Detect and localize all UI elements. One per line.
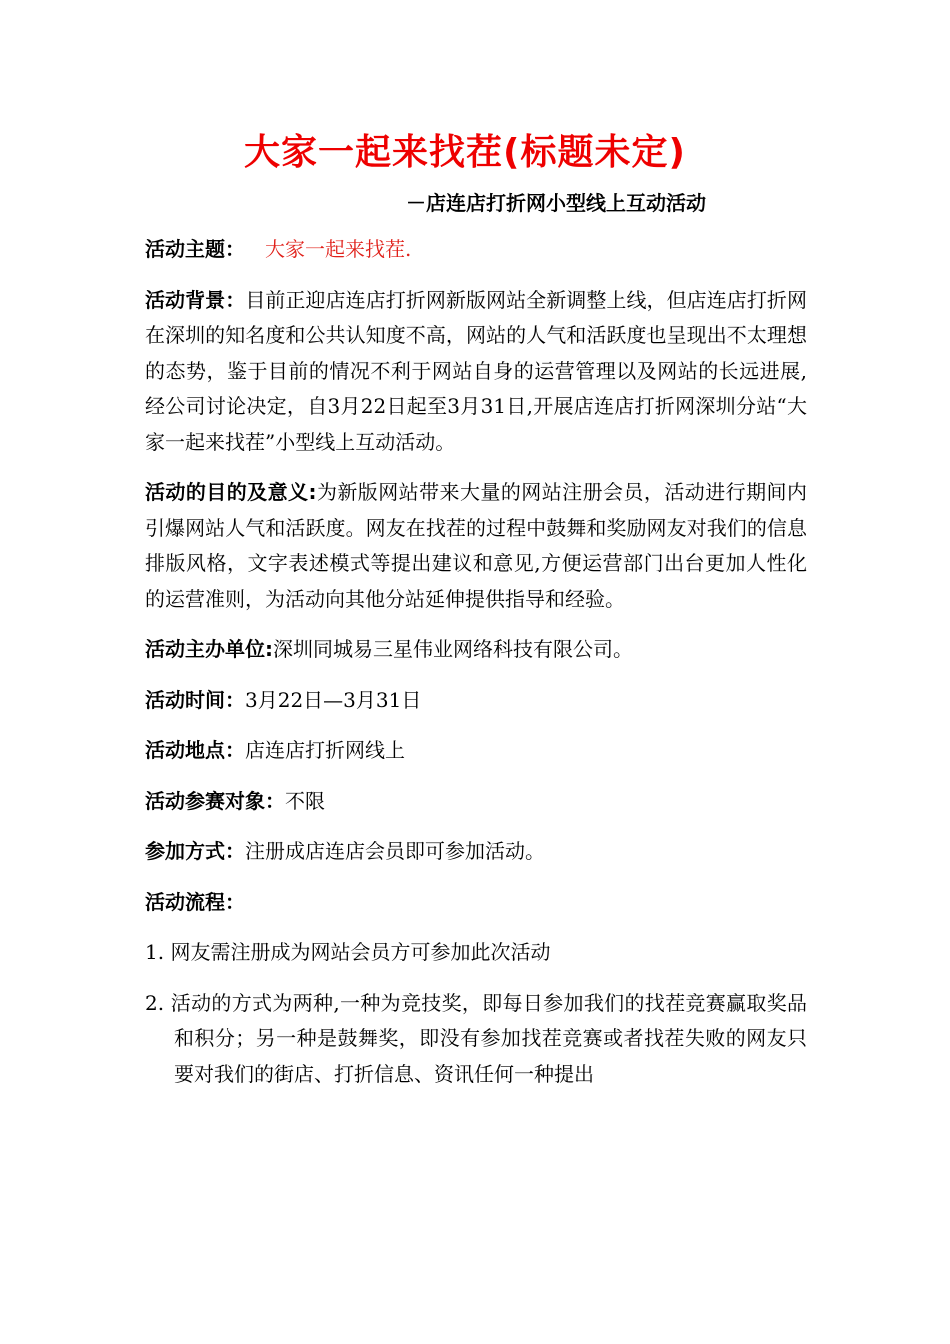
participants-text: 不限 <box>285 788 325 813</box>
list-item-number: 1. <box>145 940 165 964</box>
purpose-text: 为新版网站带来大量的网站注册会员，活动进行期间内引爆网站人气和活跃度。网友在找茬的过程中鼓舞和奖励网友对我们的信息排版风格，文字表述模式等提出建议和意见,方便运营部门出台更加人性化的运营准则，为活动向其他分站延伸提供指导和经验。 <box>145 480 807 611</box>
list-item-text: 活动的方式为两种,一种为竞技奖，即每日参加我们的找茬竞赛赢取奖品和积分；另一种是鼓舞奖，即没有参加找茬竞赛或者找茬失败的网友只要对我们的街店、打折信息、资讯任何一种提出 <box>170 990 808 1086</box>
background-label: 活动背景： <box>145 287 246 312</box>
theme-paragraph <box>145 232 807 268</box>
organizer-text: 深圳同城易三星伟业网络科技有限公司。 <box>273 637 633 661</box>
theme-label: 活动主题： <box>145 237 245 261</box>
participants-label: 活动参赛对象： <box>145 788 285 813</box>
method-paragraph <box>145 834 807 870</box>
document-title: 大家一起来找茬(标题未定) <box>244 132 686 173</box>
document-body <box>145 232 807 1107</box>
location-text: 店连店打折网线上 <box>245 738 405 762</box>
method-label: 参加方式： <box>145 839 245 863</box>
organizer-paragraph <box>145 632 807 668</box>
list-item <box>145 935 807 971</box>
background-text: 目前正迎店连店打折网新版网站全新调整上线，但店连店打折网在深圳的知名度和公共认知度不高，网站的人气和活跃度也呈现出不太理想的态势，鉴于目前的情况不利于网站自身的运营管理以及网站的长远进展,经公司讨论决定，自3月22日起至3月31日,开展店连店打折网深圳分站“大家一起来找茬”小型线上互动活动。 <box>145 287 807 454</box>
process-heading <box>145 885 807 921</box>
list-item-number: 2. <box>145 990 165 1015</box>
organizer-label: 活动主办单位: <box>145 637 273 661</box>
process-label: 活动流程： <box>145 889 245 914</box>
theme-value: 大家一起来找茬. <box>265 237 412 261</box>
list-item-text: 网友需注册成为网站会员方可参加此次活动 <box>170 940 551 964</box>
list-item <box>145 986 807 1093</box>
time-label: 活动时间： <box>145 687 245 712</box>
participants-paragraph <box>145 784 807 820</box>
purpose-label: 活动的目的及意义: <box>145 480 317 504</box>
time-text: 3月22日—3月31日 <box>245 687 422 712</box>
location-paragraph <box>145 733 807 769</box>
method-text: 注册成店连店会员即可参加活动。 <box>245 839 545 863</box>
purpose-paragraph <box>145 475 807 617</box>
document-subtitle: －店连店打折网小型线上互动活动 <box>406 191 706 215</box>
background-paragraph <box>145 283 807 461</box>
location-label: 活动地点： <box>145 738 245 762</box>
time-paragraph <box>145 683 807 719</box>
